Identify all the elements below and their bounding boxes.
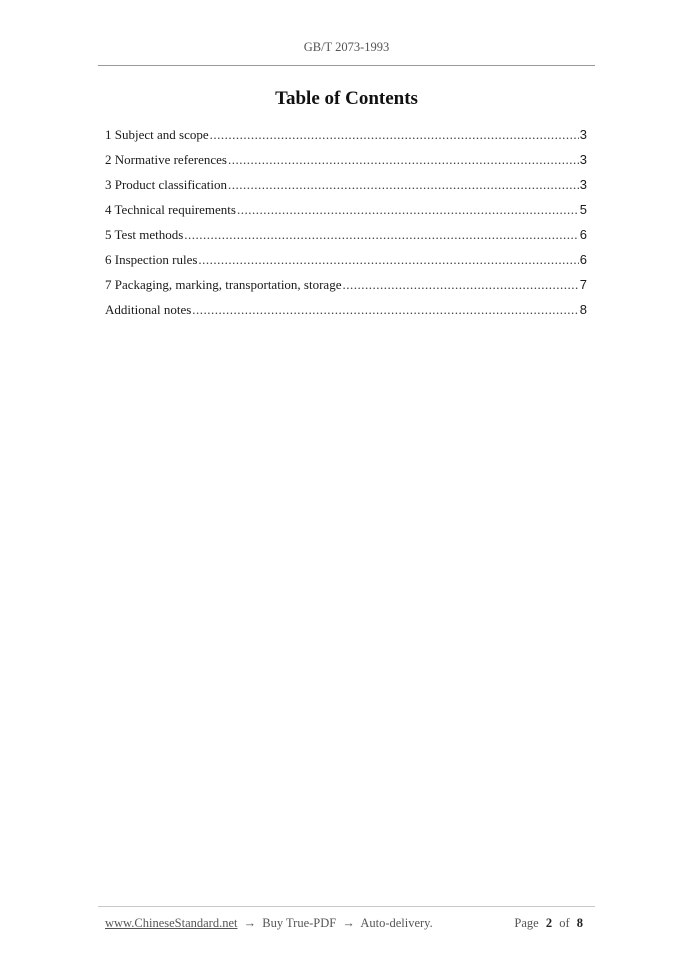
toc-leader-dots bbox=[184, 222, 578, 247]
toc-entry-label: 2 Normative references bbox=[105, 152, 227, 167]
toc-entry-page: 3 bbox=[579, 177, 587, 192]
page-footer bbox=[105, 916, 587, 931]
toc-entry-additional-notes[interactable] bbox=[105, 297, 587, 322]
toc-entry-subject-scope[interactable] bbox=[105, 122, 587, 147]
toc-leader-dots bbox=[228, 147, 579, 172]
auto-delivery-text: Auto-delivery. bbox=[360, 916, 433, 930]
toc-entry-label: 4 Technical requirements bbox=[105, 202, 236, 217]
toc-leader-dots bbox=[192, 297, 578, 322]
toc-leader-dots bbox=[228, 172, 579, 197]
toc-leader-dots bbox=[342, 272, 578, 297]
toc-entry-label: 1 Subject and scope bbox=[105, 127, 209, 142]
page-indicator bbox=[514, 916, 587, 931]
of-word: of bbox=[559, 916, 570, 930]
toc-entry-page: 7 bbox=[579, 277, 587, 292]
toc-entry-test-methods[interactable] bbox=[105, 222, 587, 247]
toc-entry-label: 3 Product classification bbox=[105, 177, 228, 192]
table-of-contents bbox=[105, 122, 587, 322]
buy-pdf-text: Buy True-PDF bbox=[262, 916, 337, 930]
toc-entry-page: 3 bbox=[579, 152, 587, 167]
footer-divider bbox=[98, 906, 595, 907]
toc-entry-label: 6 Inspection rules bbox=[105, 252, 198, 267]
toc-leader-dots bbox=[237, 197, 579, 222]
toc-entry-page: 3 bbox=[579, 127, 587, 142]
toc-entry-label: Additional notes bbox=[105, 302, 192, 317]
toc-entry-packaging[interactable] bbox=[105, 272, 587, 297]
arrow-right-icon: → bbox=[243, 916, 257, 930]
site-link[interactable]: www.ChineseStandard.net bbox=[105, 916, 238, 930]
toc-entry-product-classification[interactable] bbox=[105, 172, 587, 197]
document-code: GB/T 2073-1993 bbox=[303, 40, 390, 54]
footer-left bbox=[105, 916, 433, 931]
header-divider bbox=[98, 65, 595, 66]
current-page-number: 2 bbox=[545, 916, 553, 930]
toc-entry-page: 6 bbox=[579, 252, 587, 267]
toc-entry-normative-references[interactable] bbox=[105, 147, 587, 172]
toc-entry-label: 5 Test methods bbox=[105, 227, 184, 242]
toc-entry-page: 8 bbox=[579, 302, 587, 317]
page-word: Page bbox=[514, 916, 539, 930]
toc-title: Table of Contents bbox=[275, 88, 418, 109]
toc-entry-inspection-rules[interactable] bbox=[105, 247, 587, 272]
toc-entry-page: 5 bbox=[579, 202, 587, 217]
toc-leader-dots bbox=[198, 247, 578, 272]
arrow-right-icon: → bbox=[342, 916, 355, 930]
total-page-number: 8 bbox=[576, 916, 583, 930]
page-header bbox=[0, 40, 693, 55]
toc-entry-technical-requirements[interactable] bbox=[105, 197, 587, 222]
toc-leader-dots bbox=[210, 122, 579, 147]
toc-entry-page: 6 bbox=[579, 227, 587, 242]
toc-entry-label: 7 Packaging, marking, transportation, storage bbox=[105, 277, 342, 292]
